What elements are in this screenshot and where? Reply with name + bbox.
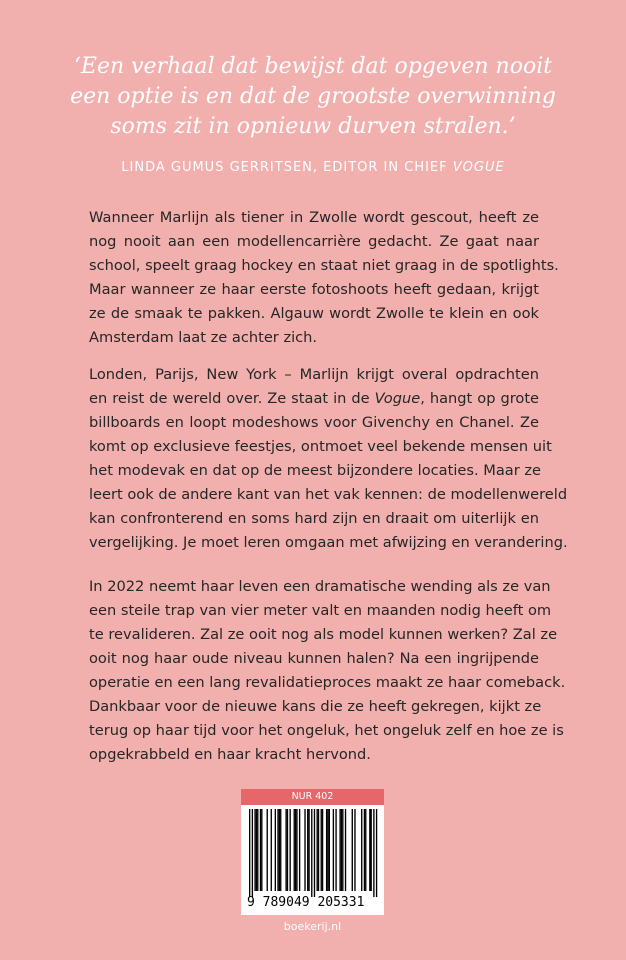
text-line: leert ook de andere kant van het vak kennen: de modellenwereld <box>89 486 568 503</box>
barcode-bar <box>256 809 257 891</box>
quote-attribution <box>40 160 586 175</box>
barcode-bar <box>369 809 370 891</box>
text-line: Dankbaar voor de nieuwe kans die ze heeft gekregen, kijkt ze <box>89 698 542 715</box>
barcode-bar <box>277 809 278 891</box>
text-line: Londen, Parijs, New York – Marlijn krijgt overal opdrachten <box>89 366 539 383</box>
barcode-block <box>241 789 384 943</box>
barcode-bar <box>376 809 377 897</box>
text-line: een steile trap van vier meter valt en maanden nodig heeft om <box>89 602 552 619</box>
text-line: Wanneer Marlijn als tiener in Zwolle wordt gescout, heeft ze <box>89 209 539 226</box>
barcode-bar <box>311 809 312 897</box>
nur-label: NUR 402 <box>241 789 384 805</box>
barcode-bar <box>271 809 272 891</box>
barcode-bar <box>294 809 295 891</box>
barcode-bar <box>260 809 261 891</box>
text-fragment: en reist de wereld over. <box>89 390 263 407</box>
barcode-bar <box>307 809 308 891</box>
barcode-bar <box>261 809 262 891</box>
barcode-bar <box>290 809 291 891</box>
barcode-bar <box>321 809 322 891</box>
barcode-bar <box>333 809 334 891</box>
barcode-bar <box>287 809 288 891</box>
text-line: terug op haar tijd voor het ongeluk, het ongeluk zelf en hoe ze is <box>89 722 564 739</box>
barcode-bar <box>322 809 323 891</box>
blurb-paragraph-2 <box>89 363 568 555</box>
blurb-paragraph-3 <box>89 575 566 767</box>
barcode-bar <box>354 809 355 891</box>
barcode-bar <box>361 809 362 891</box>
barcode-bar <box>326 809 327 891</box>
attribution-magazine: VOGUE <box>452 160 505 175</box>
text-line: Maar wanneer ze haar eerste fotoshoots heeft gedaan, krijgt <box>89 281 539 298</box>
isbn-number: 9 789049 205331 <box>247 895 365 910</box>
barcode-bar <box>267 809 268 891</box>
text-line: te revalideren. Zal ze ooit nog als model kunnen werken? Zal ze <box>89 626 558 643</box>
barcode-bar <box>341 809 342 891</box>
barcode-bar <box>314 809 315 897</box>
text-line: ooit nog haar oude niveau kunnen halen? Na een ingrijpende <box>89 650 539 667</box>
text-line: het modevak en dat op de meest bijzondere locaties. Maar ze <box>89 462 542 479</box>
barcode-bar <box>335 809 336 891</box>
barcode-bar <box>257 809 258 891</box>
text-line: billboards en loopt modeshows voor Givenchy en Chanel. Ze <box>89 414 539 431</box>
barcode-bar <box>295 809 296 891</box>
barcode-bar <box>249 809 250 897</box>
barcode-bar <box>352 809 353 891</box>
publisher-site: boekerij.nl <box>283 920 342 933</box>
barcode-bar <box>373 809 374 897</box>
cover-quote <box>60 52 566 142</box>
barcode-bar <box>254 809 255 891</box>
quote-line: soms zit in opnieuw durven stralen.’ <box>110 114 516 139</box>
barcode-bar <box>285 809 286 891</box>
barcode-bar <box>342 809 343 891</box>
barcode-bar <box>318 809 319 891</box>
quote-line: een optie is en dat de grootste overwinning <box>70 84 556 109</box>
barcode-bar <box>329 809 330 891</box>
text-line <box>89 387 539 411</box>
text-fragment: , hangt op grote <box>420 390 540 407</box>
barcode-bar <box>275 809 276 891</box>
barcode-bar <box>317 809 318 891</box>
barcode-bar <box>304 809 305 891</box>
barcode-bar <box>252 809 253 897</box>
text-line: kan confronterend en soms hard zijn en draait om uiterlijk en <box>89 510 539 527</box>
text-line: school, speelt graag hockey en staat niet graag in de spotlights. <box>89 257 559 274</box>
barcode-bar <box>280 809 281 891</box>
text-line: In 2022 neemt haar leven een dramatische wending als ze van <box>89 578 551 595</box>
barcode-bar <box>299 809 300 891</box>
barcode-bar <box>345 809 346 891</box>
attribution-name: LINDA GUMUS GERRITSEN, EDITOR IN CHIEF <box>121 160 448 175</box>
barcode-bar <box>327 809 328 891</box>
barcode-bar <box>279 809 280 891</box>
barcode-bar <box>308 809 309 891</box>
magazine-name: Vogue <box>374 390 421 407</box>
barcode-bar <box>371 809 372 891</box>
barcode-bar <box>296 809 297 891</box>
text-line: komt op exclusieve feestjes, ontmoet veel bekende mensen uit <box>89 438 552 455</box>
text-line: vergelijking. Je moet leren omgaan met afwijzing en verandering. <box>89 534 568 551</box>
text-line: opgekrabbeld en haar kracht hervond. <box>89 746 371 763</box>
barcode-bar <box>339 809 340 891</box>
barcode-bar <box>364 809 365 891</box>
barcode-bar <box>365 809 366 891</box>
text-line: operatie en een lang revalidatieproces maakt ze haar comeback. <box>89 674 566 691</box>
quote-line: ‘Een verhaal dat bewijst dat opgeven nooit <box>73 54 553 79</box>
text-line: Amsterdam laat ze achter zich. <box>89 329 318 346</box>
text-line: ze de smaak te pakken. Algauw wordt Zwolle te klein en ook <box>89 305 539 322</box>
text-line: nog nooit aan een modellencarrière gedacht. Ze gaat naar <box>89 233 539 250</box>
text-fragment: Ze staat in de <box>267 390 370 407</box>
blurb-paragraph-1 <box>89 206 559 350</box>
barcode <box>241 805 384 915</box>
